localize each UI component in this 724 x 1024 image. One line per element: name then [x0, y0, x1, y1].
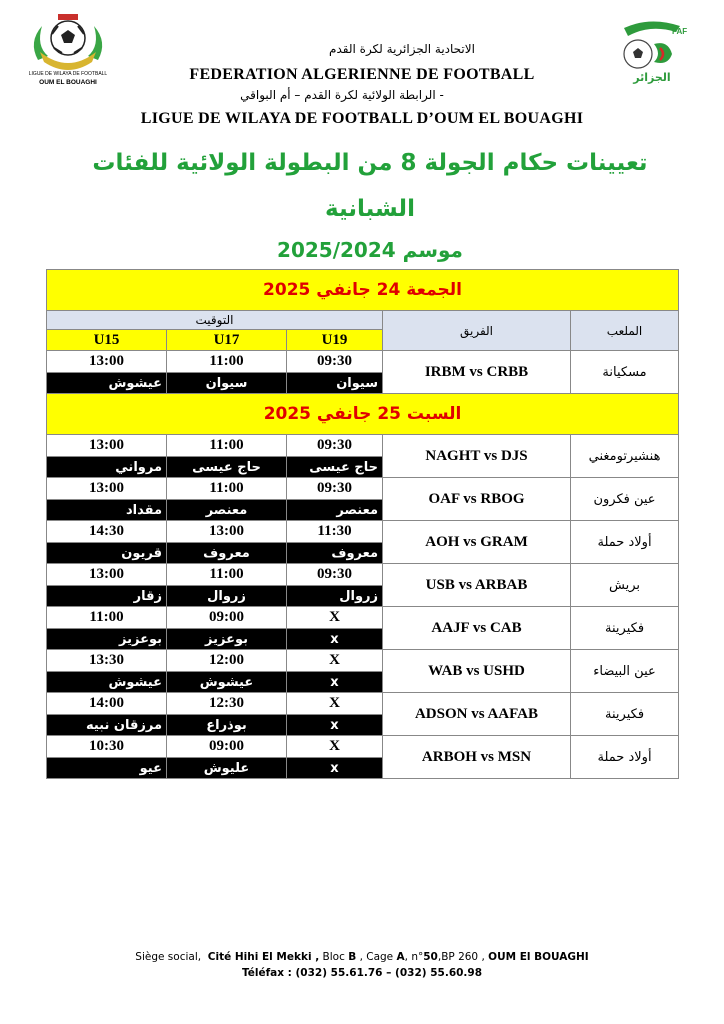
document-title-line2: الشبانية [325, 196, 415, 222]
match-teams: AOH vs GRAM [383, 521, 571, 564]
match-venue: عين البيضاء [571, 650, 679, 693]
kickoff-u19: 09:30 [287, 351, 383, 373]
french-federation-name: FEDERATION ALGERIENNE DE FOOTBALL [189, 66, 535, 83]
kickoff-u15: 14:30 [47, 521, 167, 543]
match-time-row [47, 693, 679, 715]
match-venue: فكيرينة [571, 607, 679, 650]
referee-u15: بوعزيز [47, 629, 167, 650]
referee-u19: سيوان [287, 373, 383, 394]
referee-u19: حاج عيسى [287, 457, 383, 478]
kickoff-u17: 12:30 [167, 693, 287, 715]
match-teams: WAB vs USHD [383, 650, 571, 693]
referee-u17: معروف [167, 543, 287, 564]
kickoff-u15: 10:30 [47, 736, 167, 758]
document-title: تعيينات حكام الجولة 8 من البطولة الولائية للفئات [92, 150, 648, 176]
kickoff-u15: 11:00 [47, 607, 167, 629]
footer-phone: Téléfax : (032) 55.61.76 – (032) 55.60.98 [241, 967, 483, 979]
referee-u15: عيشوش [47, 373, 167, 394]
day-label: الجمعة 24 جانفي 2025 [47, 270, 679, 311]
referee-u15: مرزقان نبيه [47, 715, 167, 736]
venue-column-label: الملعب [571, 311, 679, 351]
match-teams: USB vs ARBAB [383, 564, 571, 607]
kickoff-u19: 09:30 [287, 564, 383, 586]
match-venue: بريش [571, 564, 679, 607]
match-venue: مسكيانة [571, 351, 679, 394]
referee-u17: بوعزيز [167, 629, 287, 650]
match-time-row [47, 478, 679, 500]
kickoff-u17: 12:00 [167, 650, 287, 672]
referee-u17: سيوان [167, 373, 287, 394]
kickoff-u17: 11:00 [167, 478, 287, 500]
kickoff-u19: 09:30 [287, 478, 383, 500]
match-venue: عين فكرون [571, 478, 679, 521]
kickoff-u17: 11:00 [167, 351, 287, 373]
referee-u17: حاج عيسى [167, 457, 287, 478]
day-label: السبت 25 جانفي 2025 [47, 394, 679, 435]
referee-u17: زروال [167, 586, 287, 607]
referee-u15: مقداد [47, 500, 167, 521]
age-category-u17: U17 [167, 330, 287, 351]
age-category-u19: U19 [287, 330, 383, 351]
match-time-row [47, 650, 679, 672]
referee-u17: بوذراع [167, 715, 287, 736]
kickoff-u17: 09:00 [167, 607, 287, 629]
kickoff-u19: X [287, 693, 383, 715]
match-venue: هنشيرتومغني [571, 435, 679, 478]
match-time-row [47, 521, 679, 543]
match-teams: OAF vs RBOG [383, 478, 571, 521]
kickoff-u19: X [287, 736, 383, 758]
french-league-name: LIGUE DE WILAYA DE FOOTBALL D’OUM EL BOUAGHI [140, 110, 584, 127]
kickoff-u15: 14:00 [47, 693, 167, 715]
match-time-row [47, 607, 679, 629]
age-category-u15: U15 [47, 330, 167, 351]
match-venue: فكيرينة [571, 693, 679, 736]
referee-u15: قريون [47, 543, 167, 564]
referee-u15: زقار [47, 586, 167, 607]
kickoff-u19: X [287, 607, 383, 629]
team-column-label: الفريق [383, 311, 571, 351]
kickoff-u15: 13:00 [47, 478, 167, 500]
kickoff-u15: 13:30 [47, 650, 167, 672]
match-venue: أولاد حملة [571, 521, 679, 564]
season-label: موسم 2025/2024 [277, 238, 463, 262]
referee-u17: عليوش [167, 758, 287, 779]
referee-u19: x [287, 715, 383, 736]
match-teams: IRBM vs CRBB [383, 351, 571, 394]
kickoff-u17: 13:00 [167, 521, 287, 543]
match-teams: ARBOH vs MSN [383, 736, 571, 779]
footer-address: Siège social, Cité Hihi El Mekki , Bloc B , Cage A, n°50,BP 260 , OUM El BOUAGHI [135, 951, 589, 963]
league-logo-text: LIGUE DE WILAYA DE FOOTBALL [28, 71, 108, 77]
kickoff-u17: 11:00 [167, 435, 287, 457]
kickoff-u19: 09:30 [287, 435, 383, 457]
faf-logo-text: الجزائر [633, 71, 671, 84]
referee-u19: معنصر [287, 500, 383, 521]
referee-u17: معنصر [167, 500, 287, 521]
schedule-table [46, 269, 679, 779]
referee-u15: عيشوش [47, 672, 167, 693]
league-logo-text-2: OUM EL BOUAGHI [39, 79, 97, 86]
referee-u15: مرواني [47, 457, 167, 478]
match-time-row [47, 736, 679, 758]
match-teams: AAJF vs CAB [383, 607, 571, 650]
referee-u19: معروف [287, 543, 383, 564]
referee-u15: عيو [47, 758, 167, 779]
match-time-row [47, 351, 679, 373]
match-time-row [47, 564, 679, 586]
kickoff-u15: 13:00 [47, 435, 167, 457]
svg-text:FAF: FAF [672, 27, 688, 36]
match-time-row [47, 435, 679, 457]
referee-u19: زروال [287, 586, 383, 607]
referee-u19: x [287, 629, 383, 650]
arabic-federation-name: الاتحادية الجزائرية لكرة القدم [329, 42, 475, 56]
kickoff-u19: 11:30 [287, 521, 383, 543]
kickoff-u19: X [287, 650, 383, 672]
match-teams: NAGHT vs DJS [383, 435, 571, 478]
referee-u17: عيشوش [167, 672, 287, 693]
referee-u19: x [287, 758, 383, 779]
match-teams: ADSON vs AAFAB [383, 693, 571, 736]
day-header-row [47, 394, 679, 435]
arabic-league-name: الرابطة الولائية لكرة القدم – أم البواقي - [240, 88, 444, 102]
referee-u19: x [287, 672, 383, 693]
match-venue: أولاد حملة [571, 736, 679, 779]
day-header-row [47, 270, 679, 311]
time-column-label: التوقيت [47, 311, 383, 330]
kickoff-u17: 11:00 [167, 564, 287, 586]
kickoff-u17: 09:00 [167, 736, 287, 758]
kickoff-u15: 13:00 [47, 351, 167, 373]
kickoff-u15: 13:00 [47, 564, 167, 586]
